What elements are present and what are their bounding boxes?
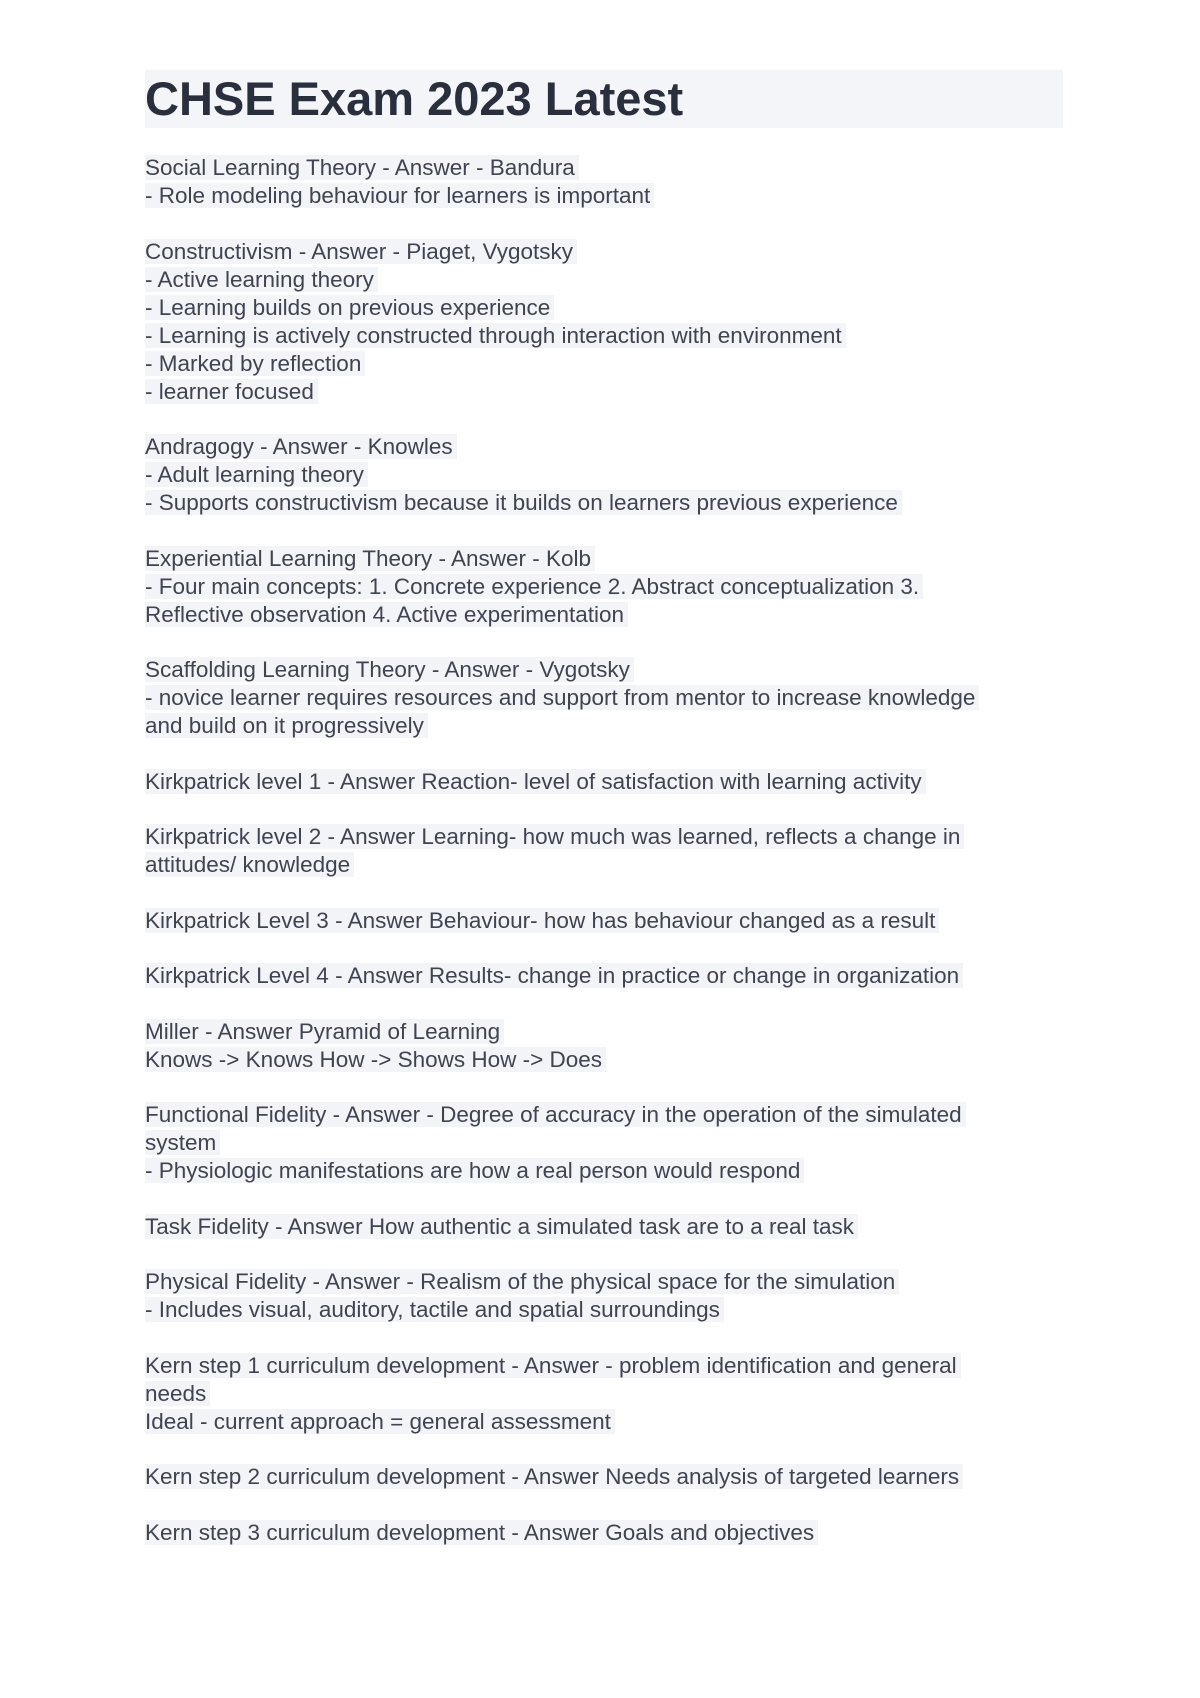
qa-entry <box>145 823 1075 879</box>
line-text: Kirkpatrick level 2 - Answer Learning- how much was learned, reflects a change in <box>145 824 964 849</box>
qa-entry <box>145 545 1075 629</box>
title-block <box>145 70 1063 128</box>
line-text: Kern step 3 curriculum development - Answer Goals and objectives <box>145 1520 818 1545</box>
qa-entry <box>145 1018 1075 1074</box>
line-text: Reflective observation 4. Active experimentation <box>145 602 628 627</box>
qa-entry <box>145 962 1075 990</box>
entry-question-line <box>145 1018 1075 1046</box>
entry-question-line <box>145 1352 1075 1380</box>
line-text: Kirkpatrick Level 3 - Answer Behaviour- how has behaviour changed as a result <box>145 908 939 933</box>
qa-entry <box>145 1463 1075 1491</box>
qa-entry <box>145 907 1075 935</box>
entry-answer-line <box>145 684 1075 712</box>
entry-answer-line <box>145 1157 1075 1185</box>
entry-answer-line <box>145 489 1075 517</box>
line-text: Ideal - current approach = general assessment <box>145 1409 615 1434</box>
entry-answer-line <box>145 350 1075 378</box>
qa-entry <box>145 1101 1075 1185</box>
line-text: Experiential Learning Theory - Answer - Kolb <box>145 546 595 571</box>
entry-answer-line <box>145 182 1075 210</box>
line-text: Constructivism - Answer - Piaget, Vygotsky <box>145 239 577 264</box>
entry-answer-line <box>145 461 1075 489</box>
qa-entry <box>145 433 1075 517</box>
line-text: - Supports constructivism because it builds on learners previous experience <box>145 490 902 515</box>
page-title: CHSE Exam 2023 Latest <box>145 72 684 125</box>
qa-entry <box>145 154 1075 210</box>
entry-answer-line <box>145 1129 1075 1157</box>
line-text: Functional Fidelity - Answer - Degree of accuracy in the operation of the simulated <box>145 1102 966 1127</box>
entry-question-line <box>145 154 1075 182</box>
entry-question-line <box>145 1268 1075 1296</box>
qa-entry <box>145 656 1075 740</box>
line-text: Kirkpatrick Level 4 - Answer Results- change in practice or change in organization <box>145 963 963 988</box>
qa-entry <box>145 1213 1075 1241</box>
entry-answer-line <box>145 1380 1075 1408</box>
line-text: - learner focused <box>145 379 318 404</box>
line-text: - Learning is actively constructed through interaction with environment <box>145 323 846 348</box>
entry-question-line <box>145 656 1075 684</box>
line-text: Miller - Answer Pyramid of Learning <box>145 1019 504 1044</box>
qa-entry <box>145 768 1075 796</box>
line-text: - Role modeling behaviour for learners is important <box>145 183 654 208</box>
entry-answer-line <box>145 294 1075 322</box>
line-text: - novice learner requires resources and support from mentor to increase knowledge <box>145 685 979 710</box>
entry-answer-line <box>145 1046 1075 1074</box>
line-text: system <box>145 1130 220 1155</box>
line-text: Physical Fidelity - Answer - Realism of the physical space for the simulation <box>145 1269 899 1294</box>
line-text: Scaffolding Learning Theory - Answer - Vygotsky <box>145 657 634 682</box>
line-text: Kirkpatrick level 1 - Answer Reaction- level of satisfaction with learning activity <box>145 769 926 794</box>
qa-entry <box>145 1519 1075 1547</box>
line-text: Andragogy - Answer - Knowles <box>145 434 457 459</box>
line-text: - Marked by reflection <box>145 351 365 376</box>
line-text: - Learning builds on previous experience <box>145 295 554 320</box>
line-text: - Adult learning theory <box>145 462 368 487</box>
line-text: Task Fidelity - Answer How authentic a simulated task are to a real task <box>145 1214 858 1239</box>
entry-question-line <box>145 1519 1075 1547</box>
entry-question-line <box>145 1213 1075 1241</box>
qa-entry <box>145 1352 1075 1436</box>
entry-answer-line <box>145 266 1075 294</box>
entry-question-line <box>145 1101 1075 1129</box>
line-text: attitudes/ knowledge <box>145 852 354 877</box>
line-text: Knows -> Knows How -> Shows How -> Does <box>145 1047 606 1072</box>
entry-question-line <box>145 1463 1075 1491</box>
entry-answer-line <box>145 1296 1075 1324</box>
entry-answer-line <box>145 322 1075 350</box>
entry-question-line <box>145 823 1075 851</box>
line-text: needs <box>145 1381 210 1406</box>
entry-answer-line <box>145 601 1075 629</box>
line-text: and build on it progressively <box>145 713 428 738</box>
entry-question-line <box>145 238 1075 266</box>
line-text: Kern step 2 curriculum development - Answer Needs analysis of targeted learners <box>145 1464 963 1489</box>
qa-entry <box>145 238 1075 406</box>
line-text: - Includes visual, auditory, tactile and spatial surroundings <box>145 1297 724 1322</box>
entry-answer-line <box>145 378 1075 406</box>
entry-question-line <box>145 433 1075 461</box>
entry-answer-line <box>145 712 1075 740</box>
line-text: - Physiologic manifestations are how a real person would respond <box>145 1158 804 1183</box>
document-body <box>145 154 1075 1574</box>
qa-entry <box>145 1268 1075 1324</box>
line-text: - Active learning theory <box>145 267 378 292</box>
line-text: Social Learning Theory - Answer - Bandura <box>145 155 579 180</box>
line-text: Kern step 1 curriculum development - Answer - problem identification and general <box>145 1353 961 1378</box>
entry-answer-line <box>145 1408 1075 1436</box>
entry-question-line <box>145 545 1075 573</box>
entry-question-line <box>145 907 1075 935</box>
entry-answer-line <box>145 573 1075 601</box>
entry-question-line <box>145 962 1075 990</box>
entry-answer-line <box>145 851 1075 879</box>
line-text: - Four main concepts: 1. Concrete experience 2. Abstract conceptualization 3. <box>145 574 923 599</box>
entry-question-line <box>145 768 1075 796</box>
